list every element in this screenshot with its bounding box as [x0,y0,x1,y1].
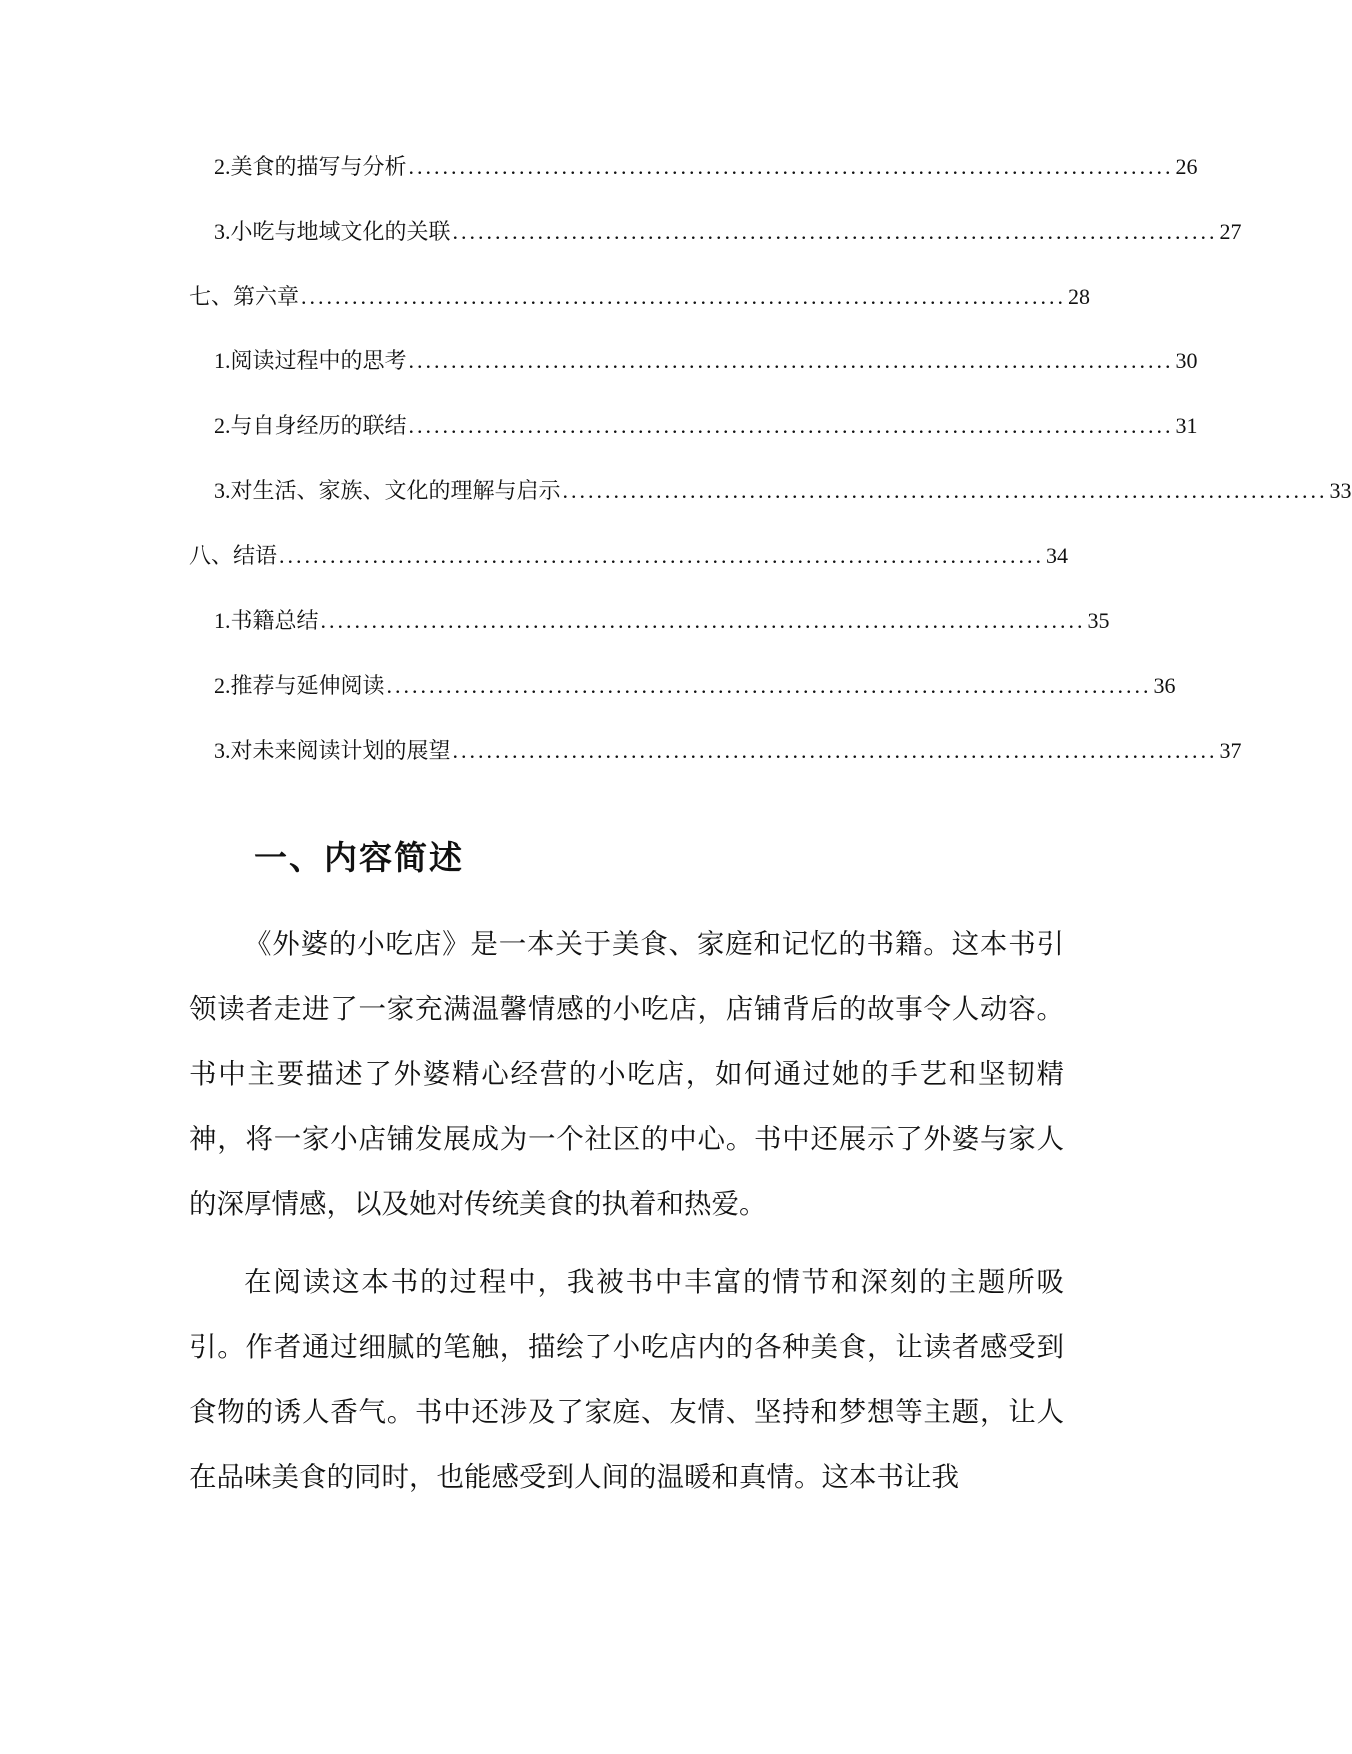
toc-entry[interactable] [214,346,1198,377]
toc-entry-title: 书籍总结 [230,609,319,634]
toc-entry-page: 33 [1329,478,1352,503]
toc-leader-dots: .......................................................................................... [408,348,1174,373]
toc-entry-number: 1. [214,608,231,633]
toc-entry[interactable] [214,671,1176,702]
toc-entry-number: 2. [214,673,231,698]
toc-entry-page: 26 [1175,154,1198,179]
toc-leader-dots: .......................................................................................... [386,673,1152,698]
toc-entry-number: 1. [214,348,231,373]
toc-entry-number: 2. [214,154,231,179]
toc-entry-page: 31 [1175,413,1198,438]
toc-leader-dots: .......................................................................................... [408,154,1174,179]
toc-entry-number: 3. [214,219,231,244]
toc-entry-page: 36 [1153,673,1176,698]
toc-leader-dots: .......................................................................................... [562,478,1328,503]
toc-entry-title: 八、结语 [189,544,278,569]
toc-chapter-entry[interactable] [189,541,1069,572]
toc-leader-dots: .......................................................................................... [452,219,1218,244]
toc-entry-title: 对未来阅读计划的展望 [230,739,451,764]
toc-entry-page: 27 [1219,219,1242,244]
toc-entry[interactable] [214,411,1198,442]
toc-chapter-entry[interactable] [189,282,1091,313]
toc-entry-title: 与自身经历的联结 [230,414,407,439]
body-paragraph: 在阅读这本书的过程中，我被书中丰富的情节和深刻的主题所吸引。作者通过细腻的笔触，描绘了小吃店内的各种美食，让读者感受到食物的诱人香气。书中还涉及了家庭、友情、坚持和梦想等主题，让人在品味美食的同时，也能感受到人间的温暖和真情。这本书让我 [189,1266,1064,1493]
toc-entry[interactable] [214,217,1242,248]
toc-entry-title: 对生活、家族、文化的理解与启示 [230,479,561,504]
toc-entry-number: 2. [214,413,231,438]
toc-leader-dots: .......................................................................................... [452,738,1218,763]
body-paragraph: 《外婆的小吃店》是一本关于美食、家庭和记忆的书籍。这本书引领读者走进了一家充满温馨情感的小吃店，店铺背后的故事令人动容。书中主要描述了外婆精心经营的小吃店，如何通过她的手艺和坚韧精神，将一家小店铺发展成为一个社区的中心。书中还展示了外婆与家人的深厚情感，以及她对传统美食的执着和热爱。 [189,928,1064,1220]
toc-entry-page: 34 [1046,543,1069,568]
toc-leader-dots: .......................................................................................... [408,413,1174,438]
toc-entry-page: 35 [1087,608,1110,633]
toc-entry-number: 3. [214,738,231,763]
toc-entry-page: 30 [1175,348,1198,373]
section-heading: 一、内容简述 [254,838,464,877]
toc-leader-dots: .......................................................................................... [301,284,1067,309]
toc-entry[interactable] [214,736,1242,767]
toc-entry-page: 28 [1068,284,1091,309]
toc-leader-dots: .......................................................................................... [320,608,1086,633]
toc-entry-title: 小吃与地域文化的关联 [230,220,451,245]
toc-leader-dots: .......................................................................................... [279,543,1045,568]
toc-entry-title: 七、第六章 [189,285,300,310]
toc-entry[interactable] [214,152,1198,183]
toc-entry[interactable] [214,476,1352,507]
toc-entry[interactable] [214,606,1110,637]
toc-entry-title: 美食的描写与分析 [230,155,407,180]
toc-entry-title: 阅读过程中的思考 [230,349,407,374]
toc-entry-title: 推荐与延伸阅读 [230,674,385,699]
toc-entry-number: 3. [214,478,231,503]
toc-entry-page: 37 [1219,738,1242,763]
